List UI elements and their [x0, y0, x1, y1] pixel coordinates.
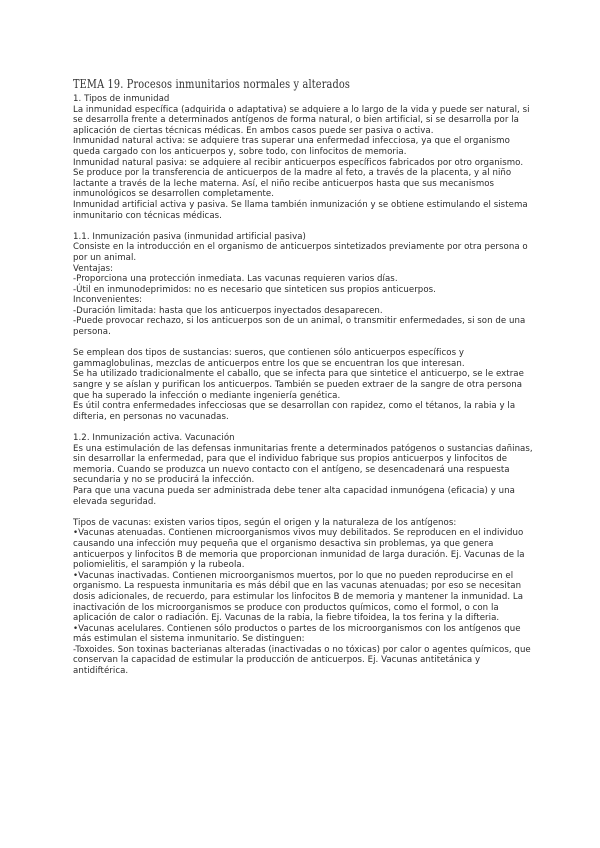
- paragraph-spacer: [73, 422, 533, 433]
- paragraph: 1. Tipos de inmunidad: [73, 94, 170, 104]
- paragraph: 1.1. Inmunización pasiva (inmunidad artificial pasiva): [73, 231, 306, 242]
- page-title: TEMA 19. Procesos inmunitarios normales y alterados: [73, 76, 351, 91]
- paragraph: -Puede provocar rechazo, si los anticuerpos son de un animal, o transmitir enfermedades, si son de una persona.: [73, 316, 526, 338]
- paragraph: Es una estimulación de las defensas inmunitarias frente a determinados patógenos o sustancias dañinas, sin desarrollar la enfermedad, para que el individuo fabrique sus propios anticuerpos y linfocitos de memoria. Cuando se produzca un nuevo contacto con el antígeno, se desencadenará una respuesta secundaria y no se producirá la infección.: [73, 443, 533, 486]
- paragraph: Consiste en la introducción en el organismo de anticuerpos sintetizados previamente por otra persona o por un animal.: [73, 242, 528, 263]
- paragraph: •Vacunas inactivadas. Contienen microorganismos muertos, por lo que no pueden reproducirse en el organismo. La respuesta inmunitaria es más débil que en las vacunas atenuadas; por eso se necesitan dosis adicionales, de recuerdo, para estimular los linfocitos B de memoria y mantener la inmunidad. La inactivación de los microorganismos se produce con productos químicos, como el formol, o con la aplicación de calor o radiación. Ej. Vacunas de la rabia, la fiebre tifoidea, la tos ferina y la difteria.: [73, 570, 524, 624]
- paragraph: •Vacunas acelulares. Contienen sólo productos o partes de los microorganismos con los antígenos que más estimulan el sistema inmunitario. Se distinguen:: [73, 623, 521, 645]
- paragraph-spacer: [73, 221, 533, 232]
- paragraph: Se emplean dos tipos de sustancias: sueros, que contienen sólo anticuerpos específicos y gammaglobulinas, mezclas de anticuerpos entre los que se encuentran los que interesan.: [73, 348, 465, 369]
- paragraph: Ventajas:: [73, 263, 114, 274]
- paragraph: Inmunidad natural pasiva: se adquiere al recibir anticuerpos específicos fabricados por otro organismo. Se produce por la transferencia de anticuerpos de la madre al feto, a través de la placenta, y al niño lactante a través de la leche materna. Así, el niño recibe anticuerpos hasta que sus mecanismos inmunológicos se desarrollen completamente.: [73, 157, 524, 200]
- paragraph-spacer: [73, 338, 533, 349]
- paragraph: Para que una vacuna pueda ser administrada debe tener alta capacidad inmunógena (eficacia) y una elevada seguridad.: [73, 485, 515, 507]
- paragraph: Es útil contra enfermedades infecciosas que se desarrollan con rapidez, como el tétanos, la rabia y la difteria, en personas no vacunadas.: [73, 401, 516, 422]
- paragraph: -Toxoides. Son toxinas bacterianas alteradas (inactivadas o no tóxicas) por calor o agentes químicos, que conservan la capacidad de estimular la producción de anticuerpos. Ej. Vacunas antitetánica y antidiftérica.: [73, 644, 531, 677]
- document-body: [73, 76, 533, 677]
- paragraph: Tipos de vacunas: existen varios tipos, según el origen y la naturaleza de los antígenos:: [73, 517, 457, 528]
- paragraph: Inmunidad artificial activa y pasiva. Se llama también inmunización y se obtiene estimulando el sistema inmunitario con técnicas médicas.: [73, 199, 528, 221]
- paragraph: Inconvenientes:: [73, 295, 143, 306]
- paragraph: -Útil en inmunodeprimidos: no es necesario que sinteticen sus propios anticuerpos.: [73, 284, 436, 295]
- paragraph: •Vacunas atenuadas. Contienen microorganismos vivos muy debilitados. Se reproducen en el individuo causando una infección muy pequeña que el organismo desactiva sin problemas, ya que genera anticuerpos y linfocitos B de memoria que proporcionan inmunidad de larga duración. Ej. Vacunas de la poliomielitis, el sarampión y la rubeola.: [73, 528, 525, 571]
- paragraph: Se ha utilizado tradicionalmente el caballo, que se infecta para que sintetice el anticuerpo, se le extrae sangre y se aíslan y purifican los anticuerpos. También se pueden extraer de la sangre de otra persona que ha superado la infección o mediante ingeniería genética.: [73, 369, 524, 401]
- paragraph-spacer: [73, 507, 533, 518]
- paragraph: Inmunidad natural activa: se adquiere tras superar una enfermedad infecciosa, ya que el organismo queda cargado con los anticuerpos y, sobre todo, con linfocitos de memoria.: [73, 136, 510, 157]
- paragraph: -Duración limitada: hasta que los anticuerpos inyectados desaparecen.: [73, 305, 383, 316]
- paragraph: -Proporciona una protección inmediata. Las vacunas requieren varios días.: [73, 274, 398, 285]
- paragraph: La inmunidad específica (adquirida o adaptativa) se adquiere a lo largo de la vida y puede ser natural, si se desarrolla frente a determinados antígenos de forma natural, o bien artificial, si se desarrolla por la aplicación de ciertas técnicas médicas. En ambos casos puede ser pasiva o activa.: [73, 104, 530, 136]
- paragraph-list: [73, 94, 533, 677]
- paragraph: 1.2. Inmunización activa. Vacunación: [73, 433, 235, 443]
